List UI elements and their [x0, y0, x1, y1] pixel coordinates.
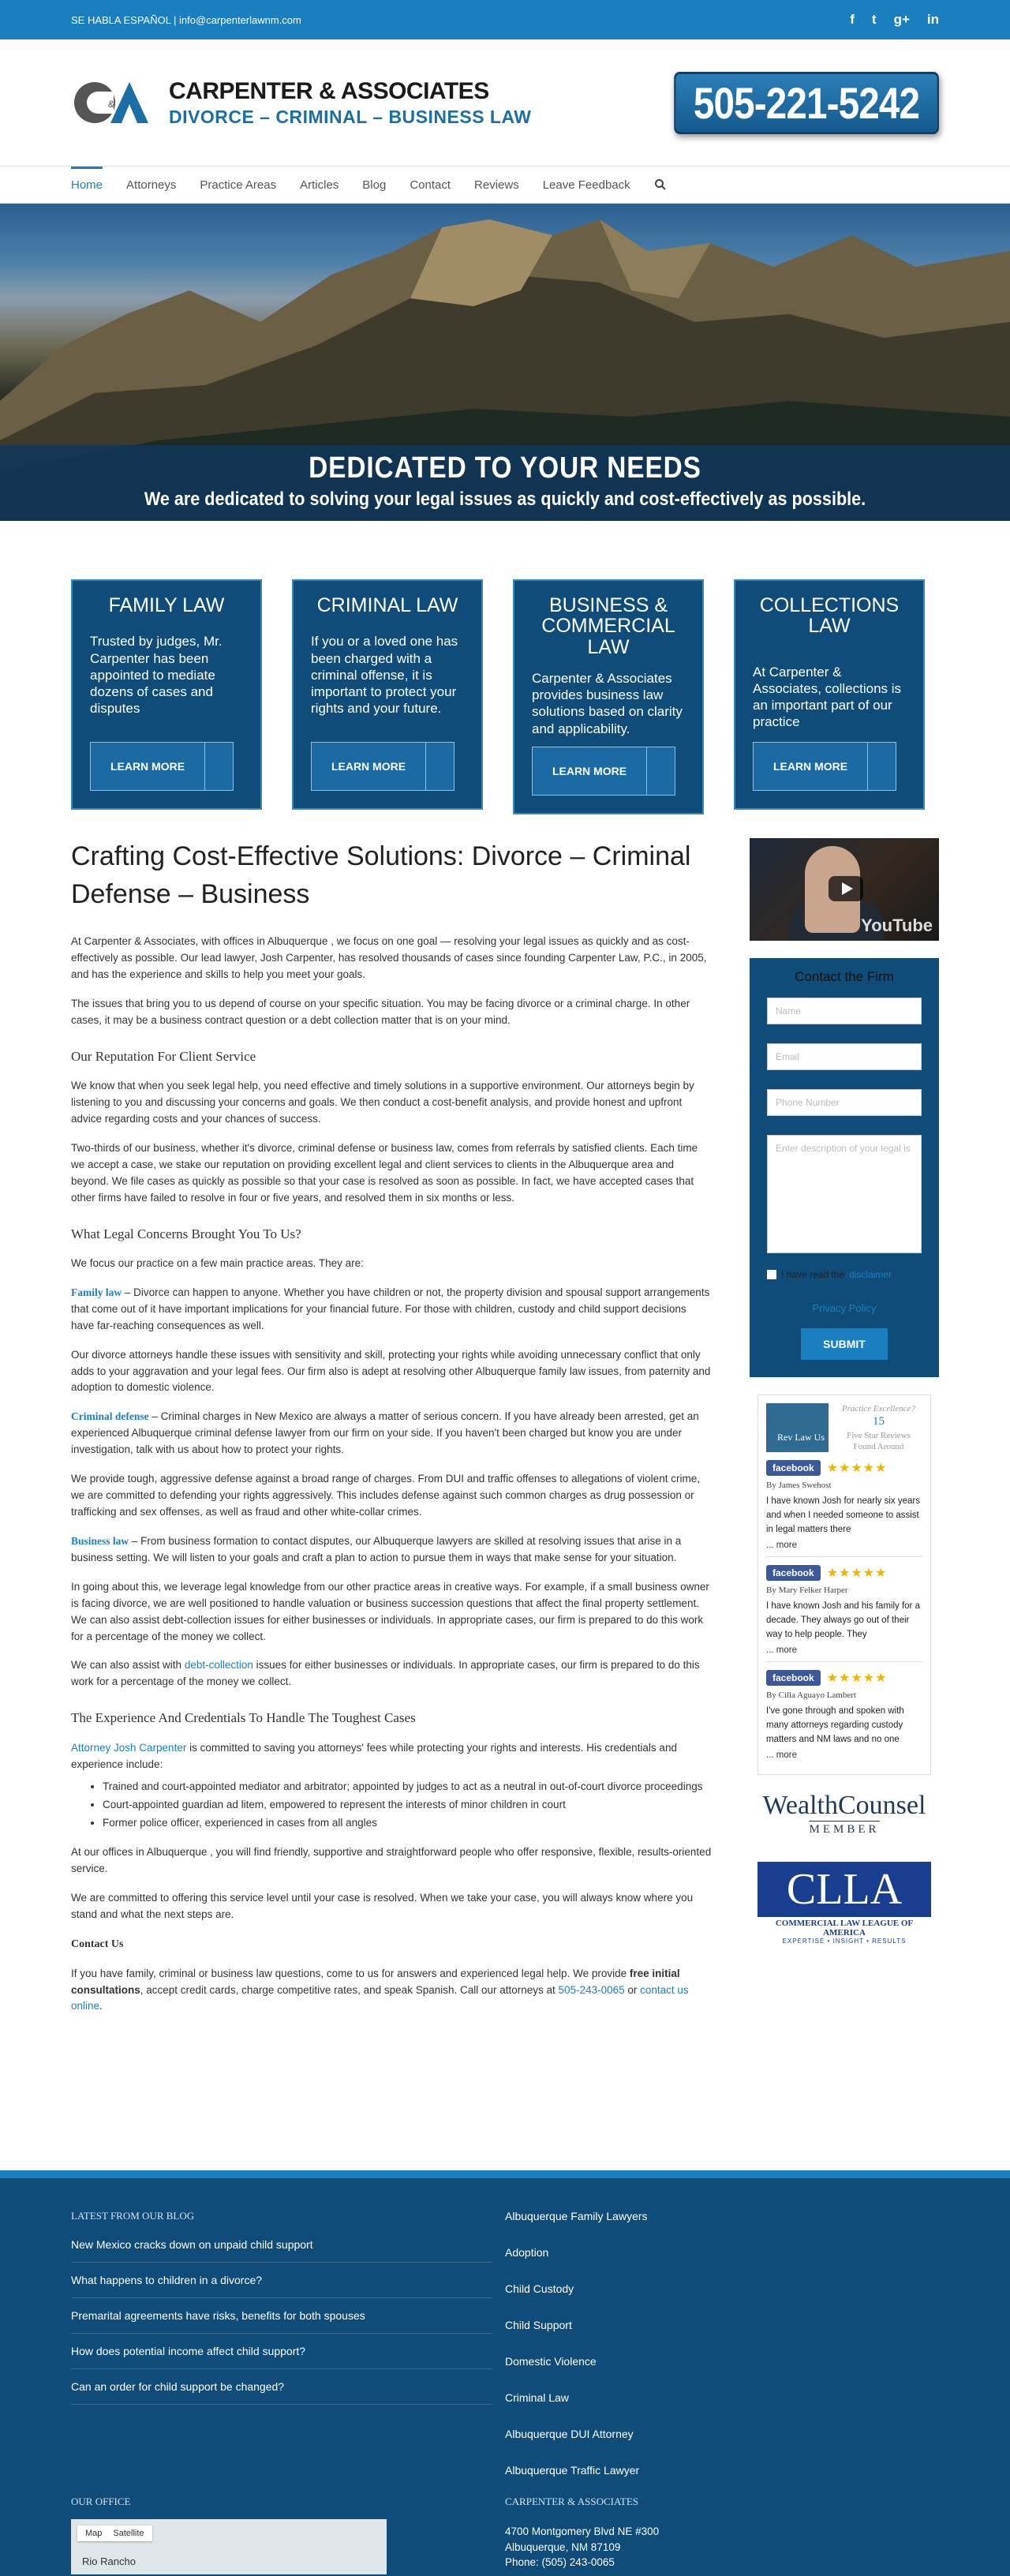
paragraph: Our divorce attorneys handle these issues with sensitivity and skill, protecting your rights while avoiding unnecessary conflict that only adds to your aggravation and your legal fees. Our firm also is adept at resolving other Albuquerque family law issues, from paternity and adoption to domestic violence. — [71, 1348, 711, 1394]
review-author: By Mary Felker Harper — [766, 1586, 848, 1596]
wealthcounsel-member: MEMBER — [809, 1821, 879, 1837]
hero-caption — [0, 445, 1010, 521]
top-bar — [0, 0, 1010, 39]
name-field[interactable]: Name — [767, 998, 922, 1024]
page-title: Crafting Cost-Effective Solutions: Divorce – Criminal Defense – Business — [71, 841, 691, 909]
attorney-link[interactable]: Attorney Josh Carpenter — [71, 1741, 187, 1754]
paragraph: We can also assist with debt-collection issues for either businesses or individuals. In appropriate cases, our firm is prepared to do this work for a percentage of the money we collect. — [71, 1659, 700, 1688]
nav-home[interactable]: Home — [71, 167, 103, 201]
more-link[interactable]: ... more — [766, 1541, 797, 1551]
blog-link[interactable]: How does potential income affect child support? — [71, 2345, 492, 2369]
review-text: I've gone through and spoken with many attorneys regarding custody matters and NM laws and no one — [766, 1706, 904, 1745]
logo-tagline: DIVORCE – CRIMINAL – BUSINESS LAW — [169, 106, 532, 127]
blog-link[interactable]: What happens to children in a divorce? — [71, 2274, 492, 2298]
star-rating: ★★★★★ — [826, 1672, 888, 1686]
main-content — [71, 838, 712, 2027]
search-icon[interactable] — [654, 178, 667, 191]
linkedin-icon[interactable]: in — [926, 12, 939, 27]
family-law-link[interactable]: Family law — [71, 1286, 122, 1298]
review-text: I have known Josh and his family for a decade. They always go out of their way to help people. They — [766, 1601, 920, 1640]
hero-title: DEDICATED TO YOUR NEEDS — [309, 451, 701, 485]
address-line: Albuquerque, NM 87109 — [505, 2540, 621, 2553]
paragraph: Attorney Josh Carpenter is committed to saving you attorneys' fees while protecting your rights and interests. His credentials and experience include: — [71, 1741, 677, 1770]
video-player[interactable] — [750, 838, 939, 941]
nav-blog[interactable]: Blog — [362, 178, 387, 192]
card-body: At Carpenter & Associates, collections is an important part of our practice — [753, 664, 902, 730]
satellite-tab[interactable]: Satellite — [113, 2529, 144, 2538]
hero-subtitle: We are dedicated to solving your legal issues as quickly and cost-effectively as possible. — [144, 489, 866, 510]
hero-banner — [0, 204, 1010, 521]
practice-link[interactable]: Albuquerque Traffic Lawyer — [505, 2464, 640, 2477]
blog-link[interactable]: Can an order for child support be changed? — [71, 2380, 492, 2405]
privacy-policy-link[interactable]: Privacy Policy — [812, 1302, 877, 1314]
nav-practice-areas[interactable]: Practice Areas — [200, 178, 277, 192]
paragraph: We know that when you seek legal help, you need effective and timely solutions in a supportive environment. Our attorneys begin by listening to you and discussing your concerns and goals. We then conduct a cost-benefit analysis, and provide honest and upfront advice regarding costs and your chances of success. — [71, 1080, 694, 1125]
main-section — [0, 838, 1010, 2027]
header-phone[interactable]: 505-221-5242 — [674, 72, 939, 134]
footer-address — [505, 2480, 939, 2574]
contact-form — [750, 958, 939, 1377]
facebook-icon[interactable]: f — [850, 12, 855, 27]
address-phone[interactable]: Phone: (505) 243-0065 — [505, 2556, 615, 2569]
card-title: COLLECTIONS LAW — [759, 594, 900, 638]
paragraph: The issues that bring you to us depend of course on your specific situation. You may be facing divorce or a criminal charge. In other cases, it may be a business contract question or a debt collection matter that is on your mind. — [71, 997, 690, 1026]
criminal-defense-link[interactable]: Criminal defense — [71, 1410, 149, 1423]
review-count: 15 — [872, 1415, 885, 1428]
practice-link[interactable]: Albuquerque Family Lawyers — [505, 2210, 648, 2222]
google-plus-icon[interactable]: g+ — [893, 12, 910, 27]
reviews-widget: Rev Law Us Practice Excellence? 15 Five Star Reviews Found Around facebook ★★★★★ By James Swehost I have known Josh for nearly six years and when I needed someone to assist in legal matters there ... more facebook ★★★★★ By Mary Felker Harper I have known Josh and his family for a decade. They always go out of their way to help people. They ... more facebook ★★★★★ By Cilla Aguayo Lambert I've gone through and spoken with many attorneys regarding custody matters and NM laws and no one ... more — [758, 1395, 931, 1775]
paragraph: We can also assist debt-collection issues for either businesses or individuals. In appropriate cases, our firm is prepared to do this work for a percentage of the money we collect. — [71, 1613, 704, 1642]
phone-field[interactable]: Phone Number — [767, 1089, 922, 1116]
credentials-list — [103, 1779, 712, 1832]
review-logo[interactable]: Rev Law Us — [766, 1403, 829, 1452]
paragraph: Business law – From business formation to contact disputes, our Albuquerque lawyers are skilled at resolving issues that arise in a business setting. We will listen to your goals and craft a plan to action to pursue them in ways that make sense for your situation. — [71, 1534, 682, 1563]
paragraph: We are committed to offering this service level until your case is resolved. When we take your case, you will always know where you stand and what the next steps are. — [71, 1892, 694, 1921]
practice-link[interactable]: Adoption — [505, 2246, 549, 2259]
practice-link[interactable]: Child Support — [505, 2319, 572, 2331]
review-author: By Cilla Aguayo Lambert — [766, 1690, 856, 1701]
clla-badge[interactable]: CLLA COMMERCIAL LAW LEAGUE OF AMERICA EXPERTISE • INSIGHT • RESULTS — [758, 1862, 931, 1945]
facebook-badge: facebook — [766, 1670, 821, 1686]
twitter-icon[interactable]: t — [871, 12, 877, 27]
paragraph: At our offices in Albuquerque , you will find friendly, supportive and straightforward people who offer responsive, flexible, results-oriented service. — [71, 1846, 712, 1875]
section-heading: What Legal Concerns Brought You To Us? — [71, 1226, 301, 1241]
checkbox[interactable] — [767, 1270, 776, 1279]
email-field[interactable]: Email — [767, 1043, 922, 1070]
practice-link[interactable]: Child Custody — [505, 2282, 574, 2295]
card-family-law — [71, 579, 262, 810]
card-collections-law — [734, 579, 925, 810]
card-body: If you or a loved one has been charged with a criminal offense, it is important to protect your rights and your future. — [311, 634, 458, 717]
address-line: 4700 Montgomery Blvd NE #300 — [505, 2525, 660, 2537]
form-title: Contact the Firm — [795, 969, 894, 984]
svg-text:&: & — [108, 99, 115, 110]
nav-articles[interactable]: Articles — [300, 178, 339, 192]
card-business-law — [513, 579, 704, 814]
card-criminal-law — [292, 579, 483, 810]
contact-online-link[interactable]: contact us online — [71, 1983, 689, 2012]
card-body: Trusted by judges, Mr. Carpenter has been appointed to mediate dozens of cases and disputes — [90, 634, 223, 717]
footer-heading: OUR OFFICE — [71, 2496, 131, 2507]
paragraph: If you have family, criminal or business law questions, come to us for answers and experienced legal help. We provide free initial consultations, accept credit cards, charge competitive rates, and speak Spanish. Call our attorneys at 505-243-0065 or contact us online. — [71, 1967, 689, 2012]
star-rating: ★★★★★ — [826, 1567, 888, 1581]
footer-blog — [71, 2210, 505, 2477]
clla-logo: CLLA — [758, 1862, 931, 1917]
review-item — [766, 1557, 922, 1662]
social-links — [850, 12, 939, 28]
map-tab[interactable]: Map — [85, 2529, 103, 2538]
review-item — [766, 1662, 922, 1766]
facebook-badge: facebook — [766, 1460, 821, 1476]
description-field[interactable]: Enter description of your legal is — [767, 1135, 922, 1253]
logo-title: CARPENTER & ASSOCIATES — [169, 77, 489, 104]
business-law-link[interactable]: Business law — [71, 1534, 129, 1547]
practice-link[interactable]: Criminal Law — [505, 2391, 569, 2404]
card-title: BUSINESS & COMMERCIAL LAW — [541, 594, 675, 658]
nav-contact[interactable]: Contact — [410, 178, 451, 192]
list-item: • Former police officer, experienced in cases from all angles — [103, 1815, 712, 1832]
youtube-logo: YouTube — [861, 915, 933, 935]
paragraph: Family law – Divorce can happen to anyone. Whether you have children or not, the property division and spousal support arrangements that come out of it have important implications for your financial future. For those with children, custody and child support decisions have far-reaching consequences as well. — [71, 1286, 710, 1331]
paragraph: Criminal defense – Criminal charges in New Mexico are always a matter of serious concern. If you have already been arrested, get an experienced Albuquerque criminal defense lawyer from our firm on your side. If you haven't been charged but know you are under investigation, talk with us about how to protect your rights. — [71, 1410, 699, 1456]
card-body: Carpenter & Associates provides business law solutions based on clarity and applicability. — [532, 670, 683, 736]
card-title: FAMILY LAW — [108, 594, 225, 616]
footer-heading: CARPENTER & ASSOCIATES — [505, 2496, 639, 2507]
submit-button[interactable]: SUBMIT — [801, 1328, 888, 1360]
star-rating: ★★★★★ — [826, 1462, 888, 1476]
wealthcounsel-name: WealthCounsel — [762, 1791, 926, 1821]
phone-link[interactable]: 505-243-0065 — [558, 1983, 625, 1996]
debt-collection-link[interactable]: debt-collection — [184, 1659, 253, 1672]
section-heading: The Experience And Credentials To Handle The Toughest Cases — [71, 1710, 416, 1726]
office-map[interactable] — [71, 2519, 387, 2574]
review-author: By James Swehost — [766, 1481, 832, 1491]
learn-more-button[interactable]: LEARN MORE — [311, 742, 454, 791]
more-link[interactable]: ... more — [766, 1750, 797, 1761]
site-header — [0, 39, 1010, 166]
learn-more-button[interactable]: LEARN MORE — [532, 747, 675, 796]
facebook-badge: facebook — [766, 1565, 821, 1581]
site-logo[interactable] — [71, 77, 532, 128]
paragraph: At Carpenter & Associates, with offices in Albuquerque , we focus on one goal — resolving your legal issues as quickly and as cost-effectively as possible. Our lead lawyer, Josh Carpenter, has resolved thousands of cases since founding Carpenter Law, P.C., in 2005, and has the experience and skills to help you meet your goals. — [71, 935, 707, 981]
learn-more-button[interactable]: LEARN MORE — [90, 742, 234, 791]
main-nav — [0, 166, 1010, 204]
section-heading: Our Reputation For Client Service — [71, 1048, 256, 1064]
nav-reviews[interactable]: Reviews — [474, 178, 519, 192]
blog-link[interactable]: New Mexico cracks down on unpaid child support — [71, 2238, 492, 2263]
list-item: • Court-appointed guardian ad litem, empowered to represent the interests of minor children in court — [103, 1797, 712, 1814]
card-title: CRIMINAL LAW — [316, 594, 458, 616]
paragraph: Two-thirds of our business, whether it's divorce, criminal defense or business law, comes from referrals by satisfied clients. Each time we accept a case, we stake our reputation on providing excellent legal and client services to clients in the Albuquerque area and beyond. We file cases as quickly as possible so that your case is resolved as soon as possible. In fact, we have accepted cases that other firms have failed to resolve in four or five years, and resolved them in six months or less. — [71, 1141, 698, 1204]
footer-practice-links — [505, 2210, 939, 2477]
wealthcounsel-badge[interactable] — [750, 1791, 939, 1837]
nav-attorneys[interactable]: Attorneys — [126, 178, 177, 192]
map-label: Rio Rancho — [82, 2555, 136, 2567]
disclaimer-checkbox[interactable]: I have read the disclaimer — [767, 1269, 922, 1280]
learn-more-button[interactable]: LEARN MORE — [753, 742, 896, 791]
list-item: • Trained and court-appointed mediator and arbitrator; appointed by judges to act as a neutral in out-of-court divorce proceedings — [103, 1779, 712, 1795]
review-item — [766, 1452, 922, 1557]
logo-mark-icon — [71, 77, 158, 128]
review-text: I have known Josh for nearly six years and when I needed someone to assist in legal matters there — [766, 1496, 920, 1535]
paragraph: We focus our practice on a few main practice areas. They are: — [71, 1256, 364, 1269]
site-footer — [0, 2170, 1010, 2576]
blog-link[interactable]: Premarital agreements have risks, benefits for both spouses — [71, 2309, 492, 2334]
more-link[interactable]: ... more — [766, 1646, 797, 1656]
sidebar — [750, 838, 939, 2027]
footer-heading: LATEST FROM OUR BLOG — [71, 2210, 195, 2222]
paragraph: We provide tough, aggressive defense against a broad range of charges. From DUI and traffic offenses to allegations of violent crime, we are committed to defending your rights aggressively. This includes defense against such common charges as drug possession or trafficking and sex offenses, as well as fraud and other white-collar crimes. — [71, 1473, 700, 1518]
disclaimer-link[interactable]: disclaimer — [849, 1269, 892, 1280]
footer-office — [71, 2480, 505, 2574]
practice-link[interactable]: Albuquerque DUI Attorney — [505, 2428, 634, 2440]
nav-leave-feedback[interactable]: Leave Feedback — [542, 178, 630, 192]
paragraph: In going about this, we leverage legal knowledge from our other practice areas in creative ways. For example, if a small business owner is facing divorce, we are well positioned to handle valuation or business succession questions that affect the final property settlement. — [71, 1580, 709, 1609]
practice-link[interactable]: Domestic Violence — [505, 2355, 597, 2368]
contact-heading: Contact Us — [71, 1938, 124, 1950]
practice-cards — [0, 579, 1010, 814]
topbar-contact[interactable]: SE HABLA ESPAÑOL | info@carpenterlawnm.com — [71, 13, 301, 26]
